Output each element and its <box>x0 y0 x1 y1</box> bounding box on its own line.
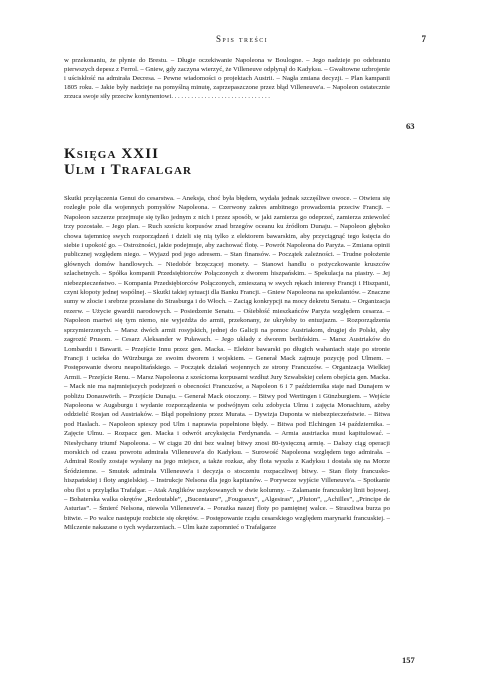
chapter-heading <box>64 146 394 178</box>
chapter-title: Ulm i Trafalgar <box>64 162 193 178</box>
header-page-number: 7 <box>421 34 426 44</box>
chapter-book: Księga XXII <box>64 146 160 162</box>
toc-entry-text: w przekonaniu, że płynie do Brestu. – Długie oczekiwanie Napoleona w Boulogne. – Jego nadzieje po odebraniu pierwszych depesz z Ferrol. – Gniew, gdy zaczyna wierzyć, że Villeneuve odpłynął do Kadyksu. – Gwałtowne uzbrojenie i uściskłość na admirała Decresa. – Pewne wiadomości o projektach Austrii. – Nagła zmiana decyzji. – Plan kampanii 1805 roku. – Jakie były nadzieje na pomyślną minutę, zaprzepaszczone przez błąd Villeneuve'a. – Napoleon ostatecznie zrzuca swoje siły przeciw kontynentowi. . . . . . . . . . . . . . . . . . . . . . . . . . . . . . <box>64 57 390 100</box>
header-title: Spis treści <box>216 34 268 44</box>
toc-entry-page: 63 <box>406 121 415 131</box>
chapter-summary-page: 157 <box>402 655 415 665</box>
running-header <box>58 34 426 48</box>
chapter-summary-text: Skutki przyłączenia Genui do cesarstwa. – Aneksja, choć była błędem, wydała jednak szczęśliwe owoce. – Otwiera się rozległe pole dla wojennych pomysłów Napoleona. – Czerwony zakres ambitnego prowadzenia przeciw Francji. – Napoleon szczerze przejmuje się tylko jednym z nich i przez sposób, w jaki zamierza go odeprzeć, zamierza zniewoleć trzy pozostałe. – Jego plan. – Ruch sześciu korpusów znad brzegów oceanu ku źródłom Dunaju. – Napoleon głęboko chowa tajemnicę swych rozporządzeń i dzieli się nią tylko z elektorem bawarskim, aby przyciągnąć tego księcia do siebie i upokoić go. – Ostrożności, jakie podejmuje, aby zachować flotę. – Powrót Napoleona do Paryża. – Zmiana opinii publicznej względem niego. – Wyjazd pod jego adresem. – Stan finansów. – Początek zależności. – Trudne położenie głównych domów handlowych. – Niedobór brzęczącej monety. – Stanowi handlu o pożyczkowanie kruszców szlachetnych. – Spółka kompanii Przedsiębiorców Połączonych z dworem hiszpańskim. – Spekulacja na piastry. – Jej niebezpieczeństwo. – Kompania Przedsiębiorców Połączonych, zmieszaną w swych rękach interesy Francji i Hiszpanii, czyni kłopoty jednej wspólnej. – Skutki takiej sytuacji dla Banku Francji. – Gniew Napoleona na spekulantów. – Znaczne sumy w złocie i srebrze przesłane do Strasburga i do Włoch. – Zaciąg konkrypcji na mocy dekretu Senatu. – Organizacja rezerw. – Użycie gwardii narodowych. – Posiedzenie Senatu. – Ośiebłość mieszkańców Paryża względem cesarza. – Napoleon martwi się tym niemo, nie wyjeżdża do armii, przekonany, że ukryłoby to entuzjazm. – Rozporządzenia sprzymierzonych. – Marsz dwóch armii rosyjskich, jednej do Galicji na pomoc Austriakom, drugiej do Polski, aby zagrozić Prusom. – Cesarz Aleksander w Puławach. – Jego układy z dworem berlińskim. – Marsz Austriaków do Lombardii i Bawarii. – Przejście Innu przez gen. Macka. – Elektor bawarski po długich wahaniach staje po stronie Francji i ucieka do Würzburga ze swoim dworem i wojskiem. – Generał Mack zajmuje pozycję pod Ulmem. – Postępowanie dworu neapolitańskiego. – Początek działań wojennych ze strony Francuzów. – Organizacja Wielkiej Armii. – Przejście Renu. – Marsz Napoleona z sześcioma korpusami wzdłuż Jury Szwabskiej celem obejścia gen. Macka. – Mack nie ma najmniejszych podejrzeń o obecności Francuzów, a Napoleon 6 i 7 października staje nad Dunajem w pobliżu Donauwörth. – Przejście Dunaju. – Generał Mack otoczony. – Bitwy pod Wertingen i Günzburgiem. – Wejście Napoleona w Augsburgu i wydanie rozporządzenia w podwójnym celu zdobycia Ulmu i zajęcia Monachium, ażeby oddzielić Rosjan od Austriaków. – Błąd popełniony przez Murata. – Dywizja Duponta w niebezpieczeństwie. – Bitwa pod Haslach. – Napoleon spieszy pod Ulm i naprawia popełnione błędy. – Bitwa pod Elchingen 14 października. – Zajęcie Ulmu. – Rozpacz gen. Macka i odwrót arcyksięcia Ferdynanda. – Armia austriacka musi kapitulować. – Niesłychany triumf Napoleona. – W ciągu 20 dni bez walnej bitwy znosi 80-tysięczną armię. – Dalszy ciąg operacji morskich od czasu powrotu admirała Villeneuve'a do Kadyksu. – Surowość Napoleona względem tego admirała. – Admirał Rosily zostaje wysłany na jego miejsce, a także rozkaz, aby flota wyszła z Kadyksu i dostała się na Morze Śródziemne. – Smutek admirała Villeneuve'a i decyzja o stoczeniu rozpaczliwej bitwy. – Stan floty francusko-hiszpańskiej i floty angielskiej. – Instrukcje Nelsona dla jego kapitanów. – Porywcze wyjście Villeneuve'a. – Spotkanie obu flot u przylądka Trafalgar. – Atak Anglików uszykowanych w dwie kolumny. – Zalamanie francuskiej linii bojowej. – Bohaterska walka okrętów „Redoutable”, „Bucentaure”, „Fougueux”, „Algesiras”, „Pluton”, „Achilles”, „Principe de Asturias”. – Śmierć Nelsona, niewola Villeneuve'a. – Porażka naszej floty po pamiętnej walce. – Straszliwa burza po bitwie. – Po walce następuje rozbicie się okrętów. – Postępowanie rządu cesarskiego względem marynarki francuskiej. – Milczenie nakazane o tych wydarzeniach. – Ulm każe zapomnieć o Trafalgarze <box>64 195 390 532</box>
